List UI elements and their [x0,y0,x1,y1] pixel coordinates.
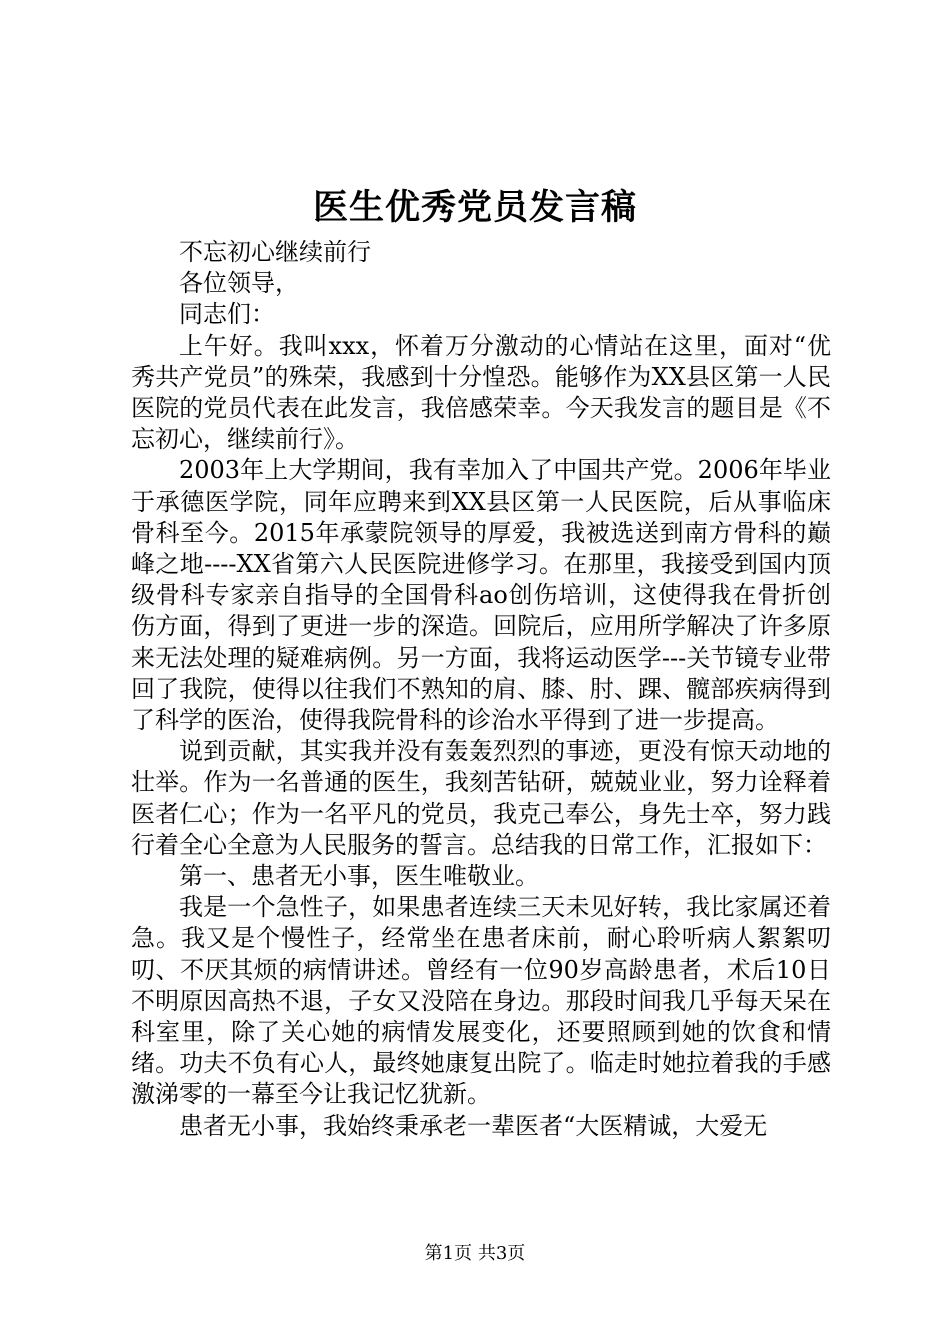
body-paragraph: 2003年上大学期间，我有幸加入了中国共产党。2006年毕业于承德医学院，同年应聘来到XX县区第一人民医院，后从事临床骨科至今。2015年承蒙院领导的厚爱，我被选送到南方骨科的巅峰之地----XX省第六人民医院进修学习。在那里，我接受到国内顶级骨科专家亲自指导的全国骨科ao创伤培训，这使得我在骨折创伤方面，得到了更进一步的深造。回院后，应用所学解决了许多原来无法处理的疑难病例。另一方面，我将运动医学---关节镜专业带回了我院，使得以往我们不熟知的肩、膝、肘、踝、髋部疾病得到了科学的医治，使得我院骨科的诊治水平得到了进一步提高。 [131,456,831,735]
salutation-leaders: 各位领导， [179,269,299,298]
document-title: 医生优秀党员发言稿 [312,187,637,228]
salutation-comrades: 同志们： [179,300,275,329]
section-heading: 第一、患者无小事，医生唯敬业。 [179,862,539,891]
page-footer: 第1页 共3页 [424,1243,526,1264]
body-paragraph: 说到贡献，其实我并没有轰轰烈烈的事迹，更没有惊天动地的壮举。作为一名普通的医生，我刻苦钻研，兢兢业业，努力诠释着医者仁心；作为一名平凡的党员，我克己奉公，身先士卒，努力践行着全心全意为人民服务的誓言。总结我的日常工作，汇报如下： [131,737,831,859]
subtitle-paragraph: 不忘初心继续前行 [179,238,371,266]
body-paragraph: 上午好。我叫xxx，怀着万分激动的心情站在这里，面对“优秀共产党员”的殊荣，我感到十分惶恐。能够作为XX县区第一人民医院的党员代表在此发言，我倍感荣幸。今天我发言的题目是《不忘初心，继续前行》。 [131,331,831,454]
body-paragraph: 我是一个急性子，如果患者连续三天未见好转，我比家属还着急。我又是个慢性子，经常坐在患者床前，耐心聆听病人絮絮叨叨、不厌其烦的病情讲述。曾经有一位90岁高龄患者，术后10日不明原因高热不退，子女又没陪在身边。那段时间我几乎每天呆在科室里，除了关心她的病情发展变化，还要照顾到她的饮食和情绪。功夫不负有心人，最终她康复出院了。临走时她拉着我的手感激涕零的一幕至今让我记忆犹新。 [131,893,831,1109]
body-paragraph: 患者无小事，我始终秉承老一辈医者“大医精诚，大爱无 [179,1111,768,1140]
document-body [131,237,831,1142]
